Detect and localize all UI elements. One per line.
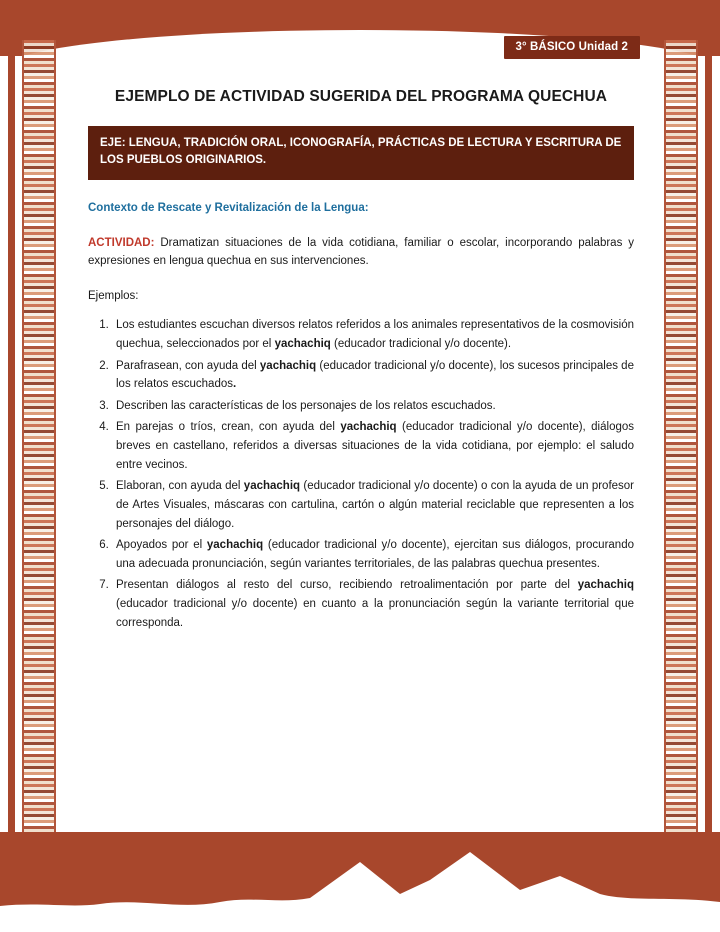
example-item <box>112 397 634 416</box>
example-text: (educador tradicional y/o docente). <box>330 337 512 350</box>
right-edge-stripe <box>705 40 712 896</box>
activity-paragraph <box>88 234 634 271</box>
quechua-term: yachachiq <box>206 539 264 552</box>
examples-heading: Ejemplos: <box>88 290 139 303</box>
examples-list <box>88 316 634 632</box>
quechua-term: yachachiq <box>243 480 301 493</box>
example-text: (educador tradicional y/o docente), diálogos breves en castellano, referidos a diversas situaciones de la vida cotidiana, por ejemplo: el saludo entre vecinos. <box>116 421 635 471</box>
example-text: Apoyados por el <box>116 539 207 552</box>
page-title: EJEMPLO DE ACTIVIDAD SUGERIDA DEL PROGRAMA QUECHUA <box>114 88 608 105</box>
example-text: Parafrasean, con ayuda del <box>116 359 260 372</box>
example-item <box>112 316 634 353</box>
quechua-term: yachachiq <box>340 421 397 434</box>
example-text: Presentan diálogos al resto del curso, recibiendo retroalimentación por parte del <box>116 579 578 592</box>
activity-text: Dramatizan situaciones de la vida cotidiana, familiar o escolar, incorporando palabras y expresiones en lengua quechua en sus intervenciones. <box>88 236 634 267</box>
bottom-decorative-band <box>0 832 720 932</box>
quechua-term: yachachiq <box>274 337 331 350</box>
example-text: (educador tradicional y/o docente) o con la ayuda de un profesor de Artes Visuales, máscaras con cartulina, cartón o algún material reciclable que representen a los personajes del diálogo. <box>116 480 635 530</box>
eje-banner: EJE: LENGUA, TRADICIÓN ORAL, ICONOGRAFÍA, PRÁCTICAS DE LECTURA Y ESCRITURA DE LOS PUEBLOS ORIGINARIOS. <box>88 126 634 180</box>
quechua-term: yachachiq <box>259 359 317 372</box>
document-content <box>88 78 634 635</box>
example-item <box>112 418 634 474</box>
example-text: Elaboran, con ayuda del <box>116 480 244 493</box>
andean-landscape-silhouette <box>0 832 720 932</box>
example-item <box>112 536 634 573</box>
example-text: (educador tradicional y/o docente), los sucesos principales de los relatos escuchados <box>116 359 634 391</box>
example-text: Describen las características de los personajes de los relatos escuchados. <box>116 399 496 412</box>
quechua-term: yachachiq <box>577 579 634 592</box>
example-item <box>112 357 634 394</box>
example-text: En parejas o tríos, crean, con ayuda del <box>116 421 341 434</box>
example-text: (educador tradicional y/o docente), ejercitan sus diálogos, procurando una adecuada pronunciación, según variantes territoriales, de las palabras quechua presentes. <box>116 539 634 570</box>
context-label: Contexto de Rescate y Revitalización de la Lengua: <box>88 201 369 214</box>
example-item <box>112 576 634 632</box>
example-text: (educador tradicional y/o docente) en cuanto a la pronunciación según la variante territorial que corresponda. <box>116 598 634 629</box>
example-item <box>112 477 634 533</box>
example-text: Los estudiantes escuchan diversos relatos referidos a los animales representativos de la cosmovisión quechua, seleccionados por el <box>116 319 634 350</box>
activity-label: ACTIVIDAD: <box>88 236 155 249</box>
unit-badge: 3° BÁSICO Unidad 2 <box>504 36 640 59</box>
right-textile-border-outline <box>664 40 698 896</box>
left-textile-border-outline <box>22 40 56 896</box>
quechua-term: . <box>232 378 237 391</box>
left-edge-stripe <box>8 40 15 896</box>
